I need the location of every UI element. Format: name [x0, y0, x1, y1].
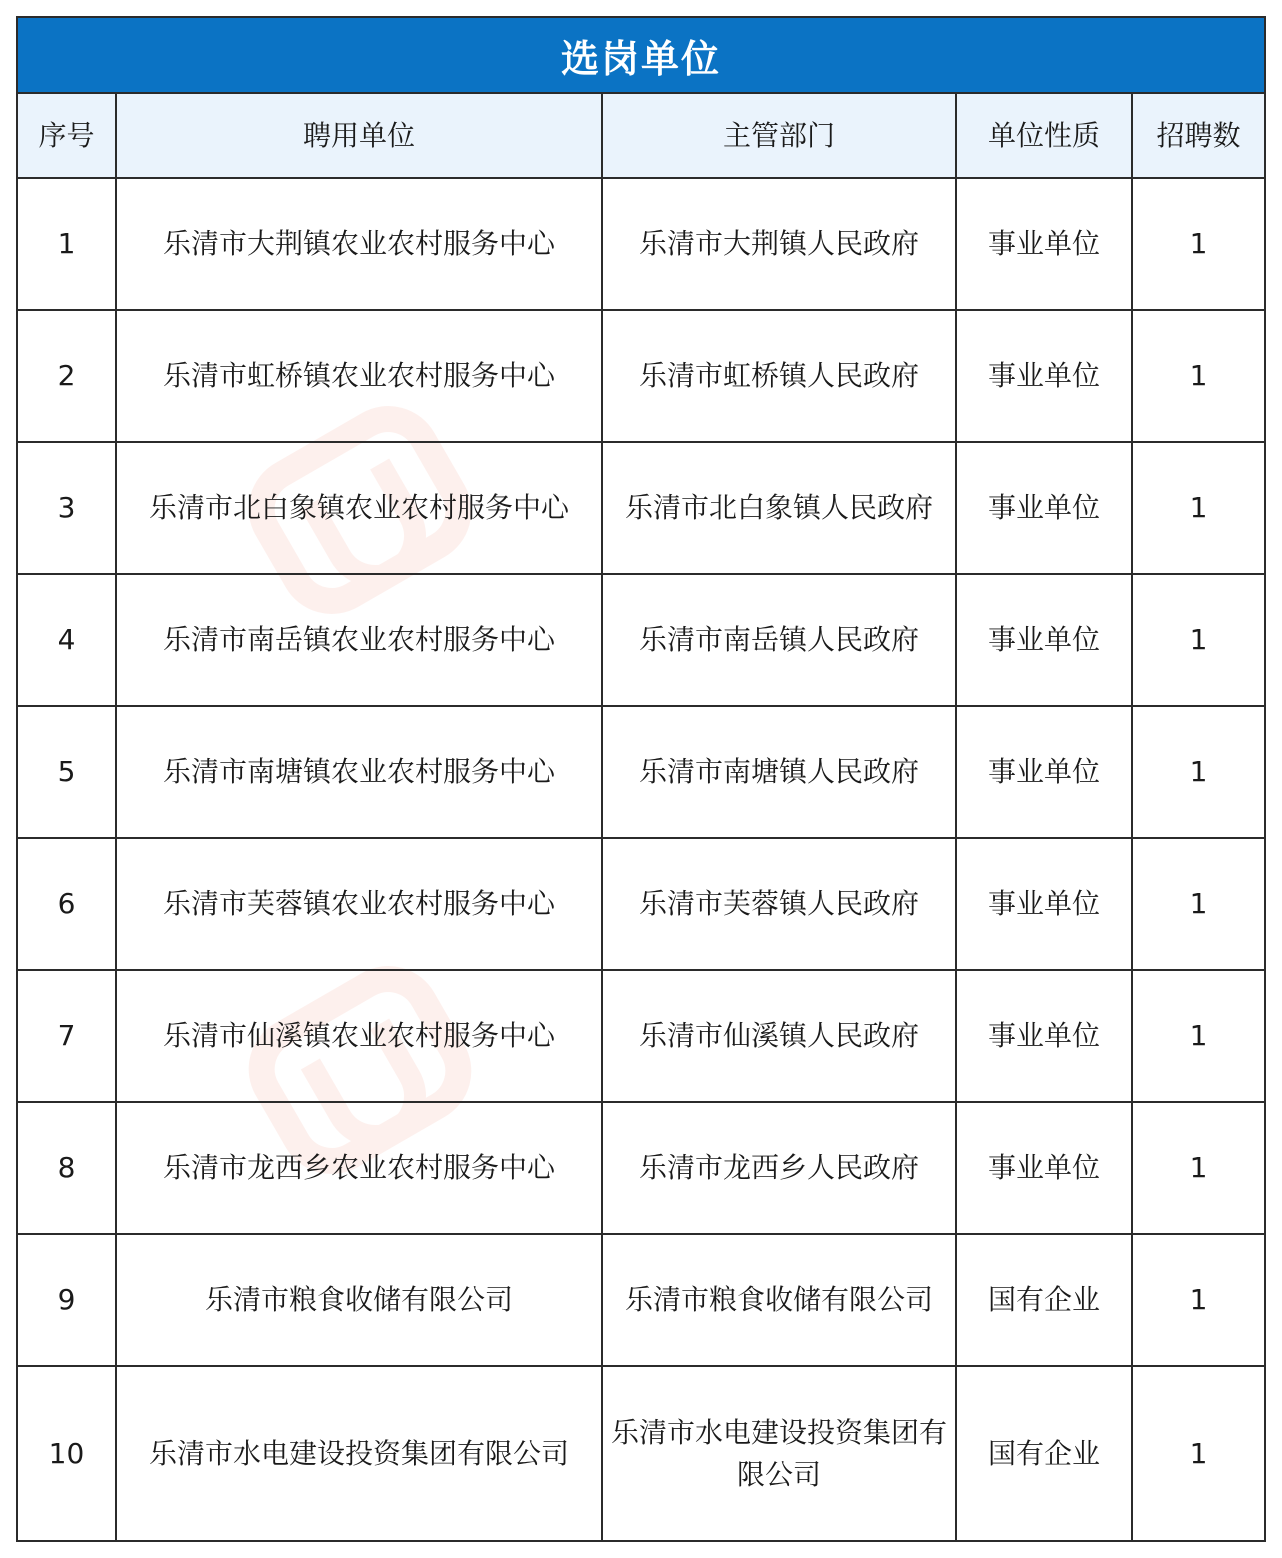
header-no: 序号	[18, 94, 116, 178]
table-row	[18, 442, 1264, 574]
cell-no: 3	[18, 442, 116, 574]
cell-unit: 乐清市南岳镇农业农村服务中心	[116, 574, 602, 706]
table-row	[18, 178, 1264, 310]
cell-dept: 乐清市虹桥镇人民政府	[602, 310, 956, 442]
cell-dept: 乐清市水电建设投资集团有限公司	[602, 1366, 956, 1540]
cell-type: 事业单位	[956, 310, 1132, 442]
cell-count: 1	[1132, 442, 1264, 574]
cell-dept: 乐清市仙溪镇人民政府	[602, 970, 956, 1102]
cell-no: 7	[18, 970, 116, 1102]
cell-dept: 乐清市龙西乡人民政府	[602, 1102, 956, 1234]
cell-count: 1	[1132, 706, 1264, 838]
cell-no: 9	[18, 1234, 116, 1366]
table-row	[18, 1234, 1264, 1366]
cell-count: 1	[1132, 574, 1264, 706]
cell-count: 1	[1132, 1102, 1264, 1234]
cell-unit: 乐清市大荆镇农业农村服务中心	[116, 178, 602, 310]
table-row	[18, 574, 1264, 706]
table-title: 选岗单位	[18, 18, 1264, 94]
cell-type: 事业单位	[956, 838, 1132, 970]
header-count: 招聘数	[1132, 94, 1264, 178]
cell-unit: 乐清市水电建设投资集团有限公司	[116, 1366, 602, 1540]
cell-dept: 乐清市南岳镇人民政府	[602, 574, 956, 706]
cell-no: 1	[18, 178, 116, 310]
cell-dept: 乐清市北白象镇人民政府	[602, 442, 956, 574]
cell-count: 1	[1132, 970, 1264, 1102]
cell-type: 事业单位	[956, 1102, 1132, 1234]
table-row	[18, 1366, 1264, 1540]
cell-type: 事业单位	[956, 178, 1132, 310]
cell-dept: 乐清市大荆镇人民政府	[602, 178, 956, 310]
cell-no: 8	[18, 1102, 116, 1234]
cell-unit: 乐清市芙蓉镇农业农村服务中心	[116, 838, 602, 970]
cell-no: 4	[18, 574, 116, 706]
table-row	[18, 706, 1264, 838]
table-row	[18, 970, 1264, 1102]
cell-unit: 乐清市北白象镇农业农村服务中心	[116, 442, 602, 574]
cell-unit: 乐清市龙西乡农业农村服务中心	[116, 1102, 602, 1234]
cell-no: 5	[18, 706, 116, 838]
recruitment-table	[16, 16, 1266, 1542]
cell-type: 事业单位	[956, 970, 1132, 1102]
cell-dept: 乐清市芙蓉镇人民政府	[602, 838, 956, 970]
cell-type: 国有企业	[956, 1234, 1132, 1366]
cell-count: 1	[1132, 1234, 1264, 1366]
cell-unit: 乐清市南塘镇农业农村服务中心	[116, 706, 602, 838]
cell-type: 事业单位	[956, 442, 1132, 574]
cell-count: 1	[1132, 310, 1264, 442]
cell-type: 国有企业	[956, 1366, 1132, 1540]
header-unit: 聘用单位	[116, 94, 602, 178]
table-row	[18, 838, 1264, 970]
cell-unit: 乐清市粮食收储有限公司	[116, 1234, 602, 1366]
table-row	[18, 310, 1264, 442]
cell-dept: 乐清市粮食收储有限公司	[602, 1234, 956, 1366]
cell-unit: 乐清市仙溪镇农业农村服务中心	[116, 970, 602, 1102]
cell-no: 6	[18, 838, 116, 970]
cell-unit: 乐清市虹桥镇农业农村服务中心	[116, 310, 602, 442]
cell-no: 2	[18, 310, 116, 442]
units-table	[18, 94, 1264, 1540]
cell-count: 1	[1189, 1436, 1208, 1470]
cell-no: 10	[18, 1366, 116, 1540]
cell-type: 事业单位	[956, 706, 1132, 838]
header-dept: 主管部门	[602, 94, 956, 178]
header-row	[18, 94, 1264, 178]
cell-type: 事业单位	[956, 574, 1132, 706]
cell-dept: 乐清市南塘镇人民政府	[602, 706, 956, 838]
header-type: 单位性质	[956, 94, 1132, 178]
cell-count: 1	[1132, 178, 1264, 310]
table-row	[18, 1102, 1264, 1234]
cell-count: 1	[1132, 838, 1264, 970]
